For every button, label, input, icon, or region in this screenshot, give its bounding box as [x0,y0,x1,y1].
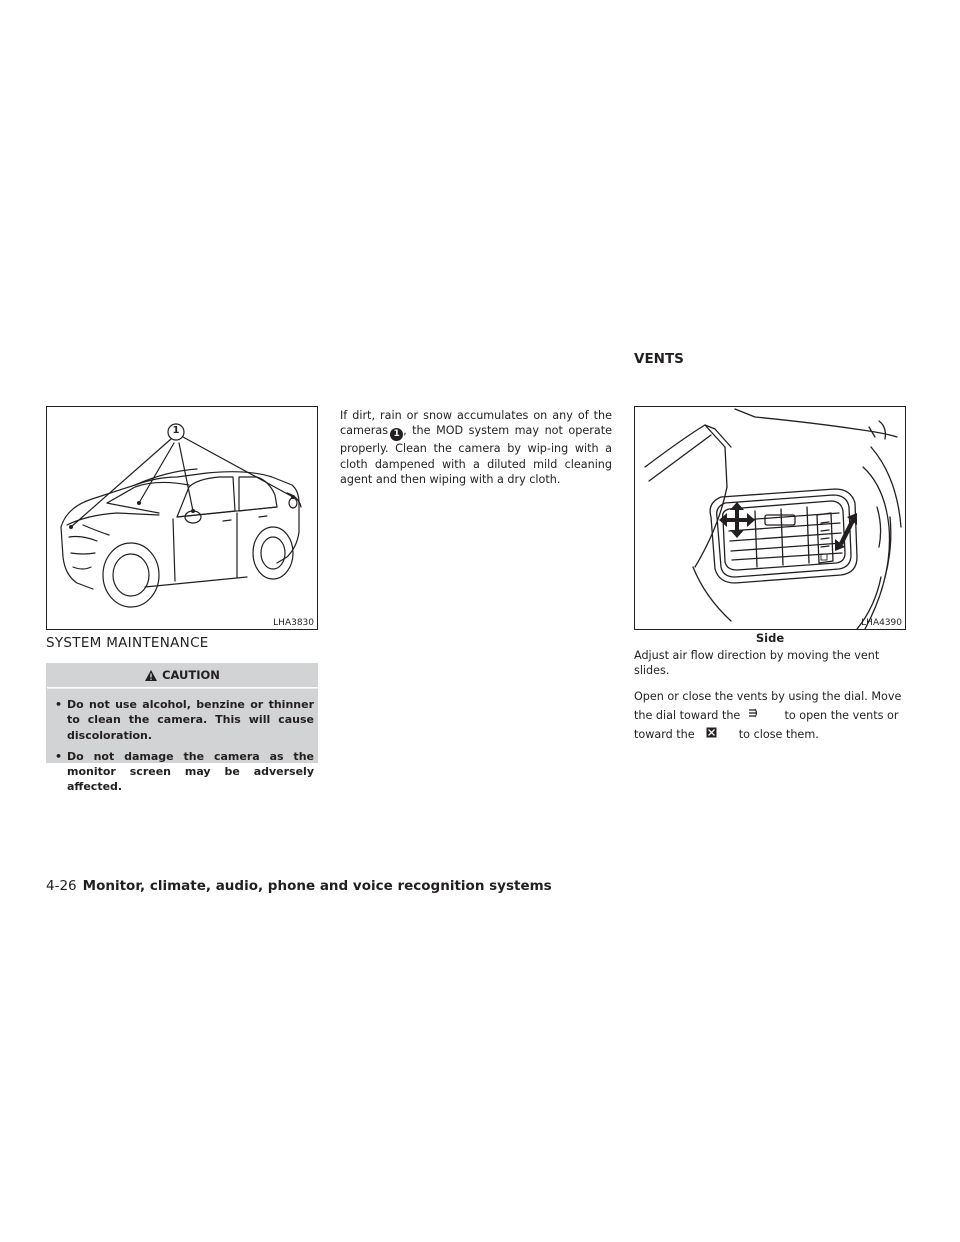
vents-heading: VENTS [634,351,684,367]
figure-code: LHA4390 [861,618,902,628]
vents-paragraph-2: Open or close the vents by using the dial. Move the dial toward the to open the vents or toward the to close them. [634,689,902,741]
vent-figure [634,406,906,630]
caution-header [46,663,318,687]
camera-location-figure [46,406,318,630]
vent-close-icon [706,727,717,738]
page-number: 4-26 [46,878,77,894]
vents-text [634,648,906,744]
figure-caption: Side [755,631,785,645]
page-footer [46,878,552,894]
camera-cleaning-paragraph: If dirt, rain or snow accumulates on any of the cameras 1 , the MOD system may not operate properly. Clean the camera by wip-ing with a cloth dampened with a diluted mild cleaning agent and then wiping with a dry cloth. [340,409,612,486]
figure-code: LHA3830 [273,618,314,628]
system-maintenance-heading: SYSTEM MAINTENANCE [46,635,209,651]
warning-icon [144,669,158,682]
vent-open-icon [748,708,759,719]
callout-1-icon: 1 [390,428,403,441]
footer-section-title: Monitor, climate, audio, phone and voice recognition systems [82,878,552,894]
caution-item: • Do not damage the camera as the monitor screen may be adversely affected. [55,749,314,794]
caution-box [46,663,318,794]
caution-list [46,697,318,795]
caution-title: CAUTION [162,668,220,682]
vents-paragraph-1: Adjust air flow direction by moving the vent slides. [634,649,880,678]
caution-divider [46,687,318,689]
figure-callout-1: 1 [172,425,180,436]
vent-illustration [635,407,906,630]
caution-item: • Do not use alcohol, benzine or thinner to clean the camera. This will cause discoloration. [55,698,314,742]
car-illustration [47,407,318,630]
watermark: carmanualsonline.info [813,1224,946,1238]
